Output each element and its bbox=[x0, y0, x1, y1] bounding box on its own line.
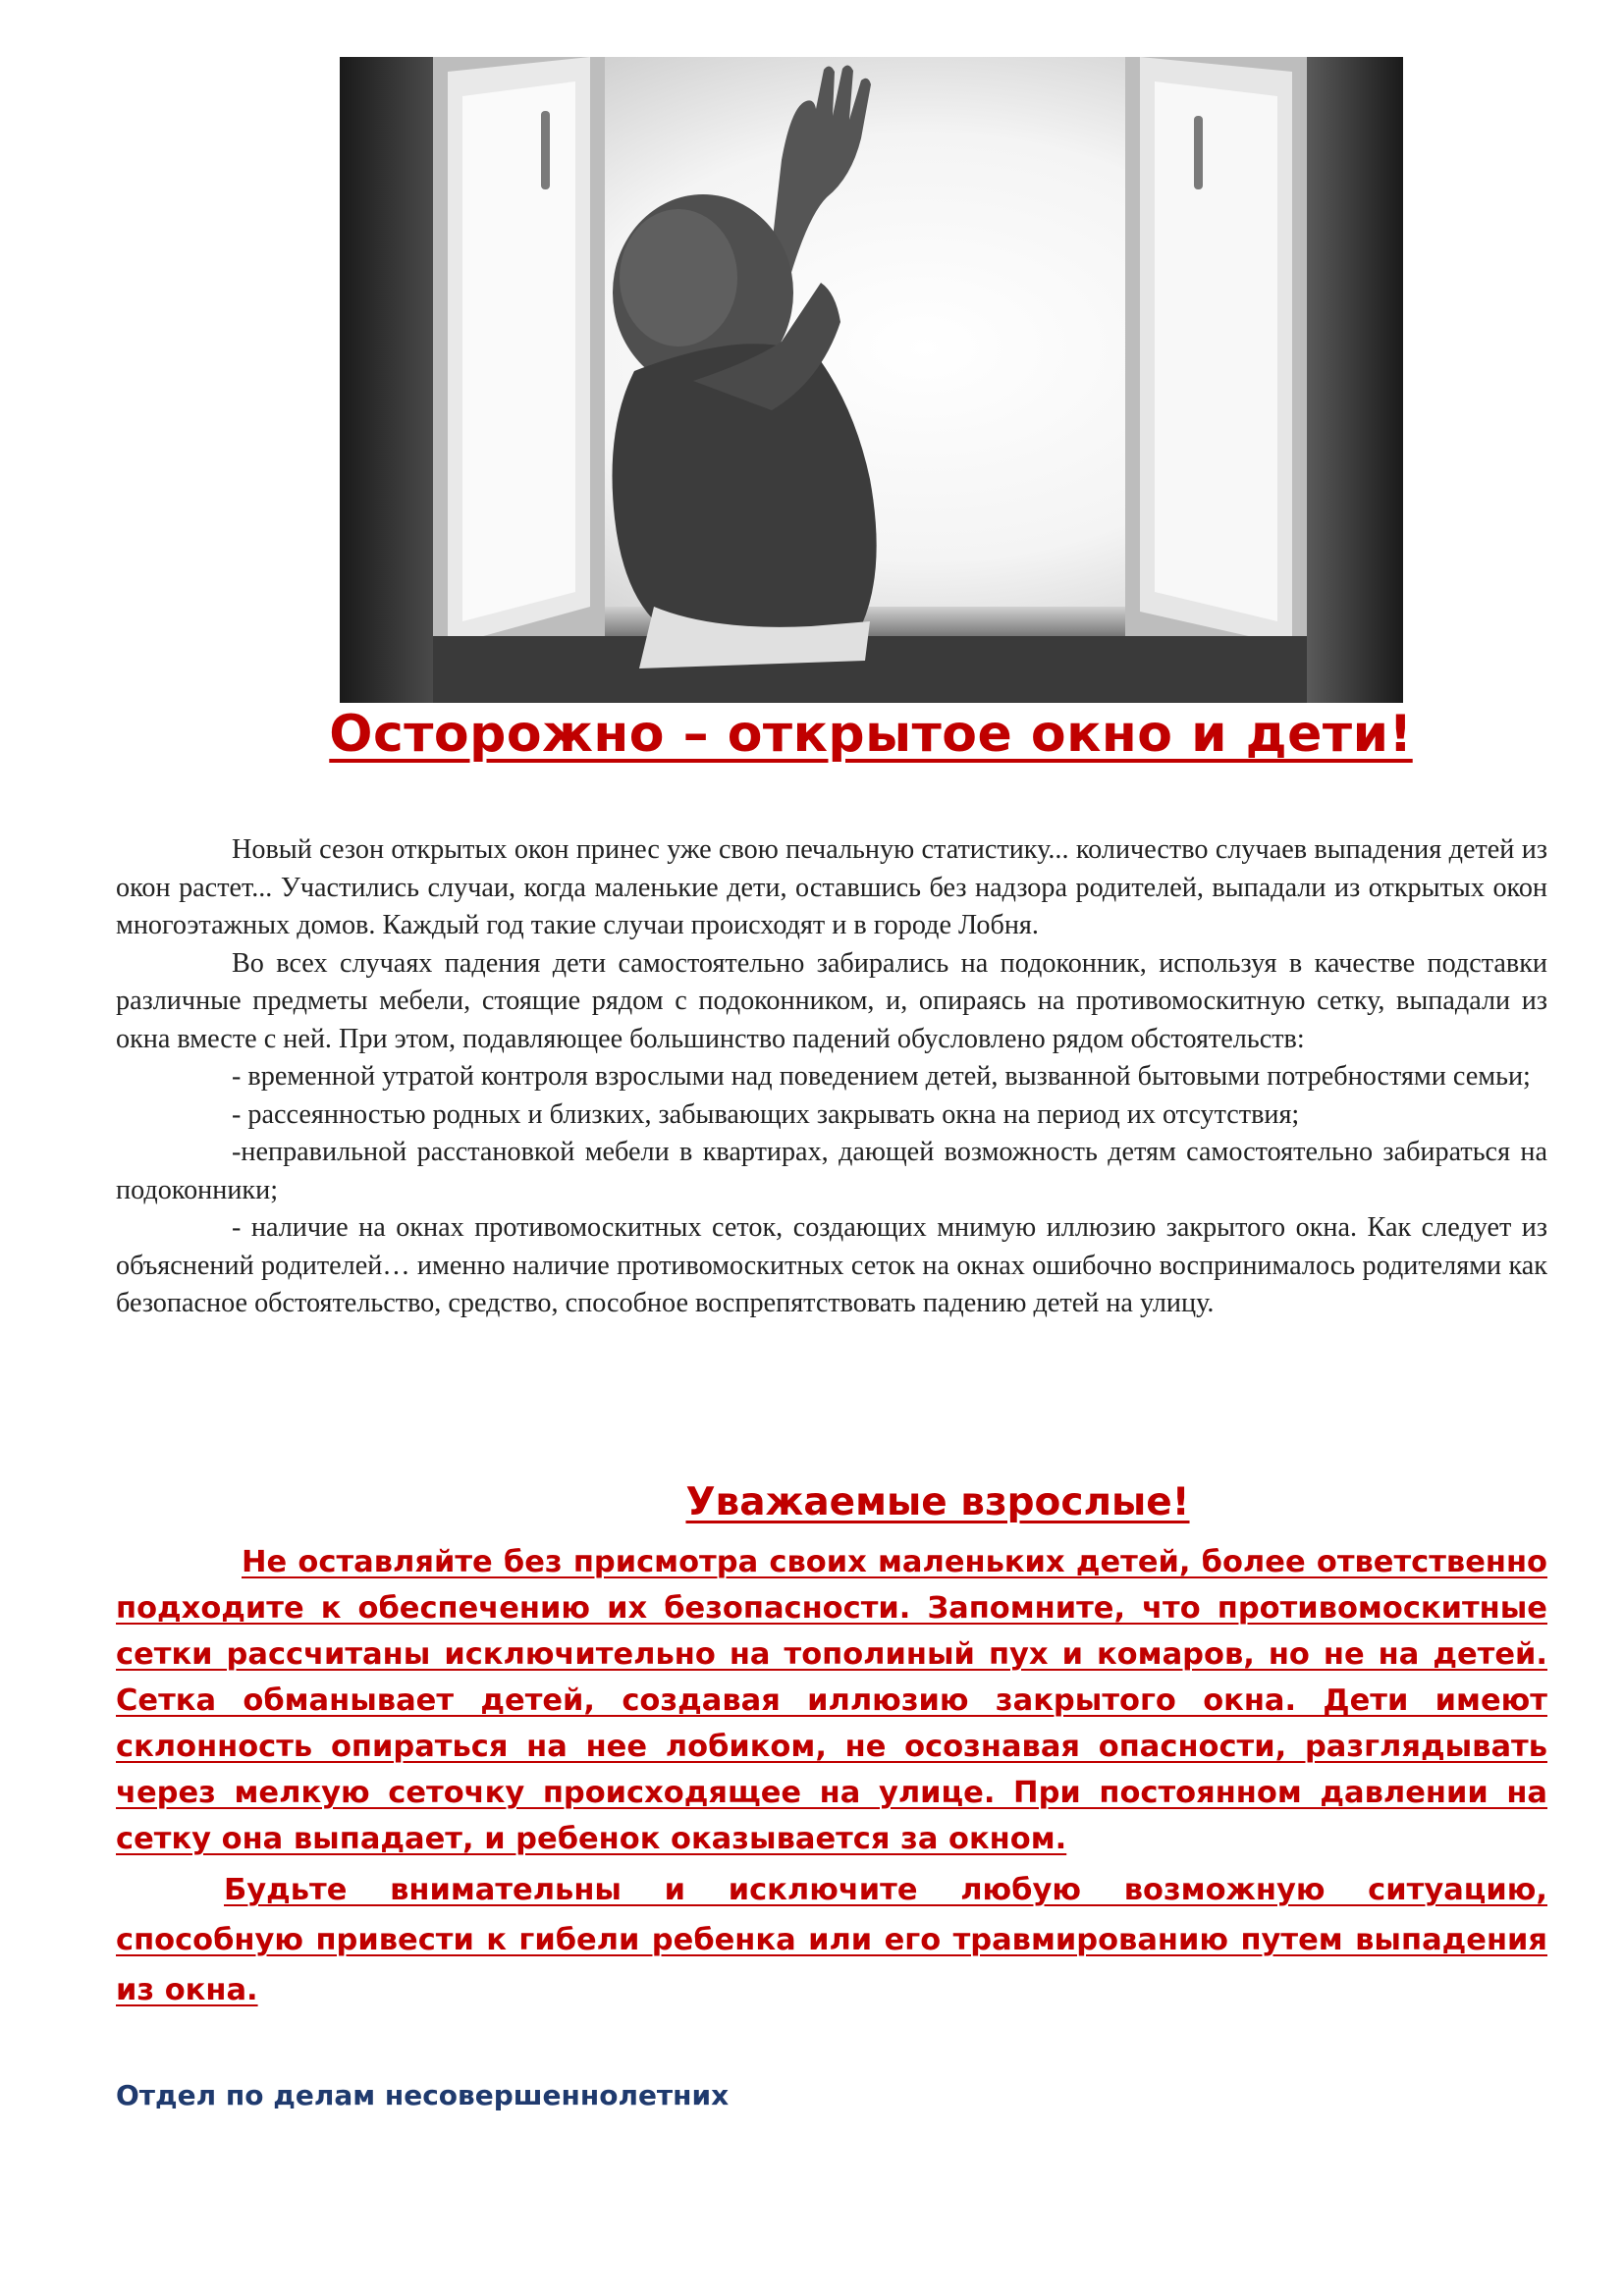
warning-text: Не оставляйте без присмотра своих маленьких детей, более ответственно подходите к обеспечению их безопасности. Запомните, что противомоскитные сетки рассчитаны исключительно на тополиный пух и комаров, но не на детей. Сетка обманывает детей, создавая иллюзию закрытого окна. Дети имеют склонность опираться на нее лобиком, не осознавая опасности, разглядывать через мелкую сеточку происходящее на улице. При постоянном давлении на сетку она выпадает, и ребенок оказывается за окном. bbox=[116, 1545, 1547, 1856]
list-item: - временной утратой контроля взрослыми над поведением детей, вызванной бытовыми потребностями семьи; bbox=[232, 1061, 1531, 1092]
child-at-open-window-photo-icon bbox=[340, 57, 1403, 703]
subtitle: Уважаемые взрослые! bbox=[685, 1480, 1190, 1524]
paragraph: Новый сезон открытых окон принес уже свою печальную статистику... количество случаев выпадения детей из окон растет... Участились случаи, когда маленькие дети, оставшись без надзора родителей, выпадали из открытых окон многоэтажных домов. Каждый год такие случаи происходят и в городе Лобня. bbox=[116, 834, 1547, 940]
list-item: - наличие на окнах противомоскитных сеток, создающих мнимую иллюзию закрытого окна. Как следует из объяснений родителей… именно наличие противомоскитных сеток на окнах ошибочно воспринималось родителями как безопасное обстоятельство, средство, способное воспрепятствовать падению детей на улицу. bbox=[116, 1212, 1547, 1318]
warning-paragraph bbox=[116, 1865, 1547, 2015]
department-signature: Отдел по делам несовершеннолетних bbox=[116, 2079, 730, 2111]
list-item: - рассеянностью родных и близких, забывающих закрывать окна на период их отсутствия; bbox=[232, 1098, 1300, 1130]
body-text bbox=[116, 831, 1547, 1323]
child-window-photo bbox=[340, 57, 1403, 703]
warning-paragraph bbox=[116, 1539, 1547, 1862]
paragraph: Во всех случаях падения дети самостоятельно забирались на подоконник, используя в качестве подставки различные предметы мебели, стоящие рядом с подоконником, и, опираясь на противомоскитную сетку, выпадали из окна вместе с ней. При этом, подавляющее большинство падений обусловлено рядом обстоятельств: bbox=[116, 947, 1547, 1054]
list-item: -неправильной расстановкой мебели в квартирах, дающей возможность детям самостоятельно забираться на подоконники; bbox=[116, 1137, 1547, 1205]
warning-text: Будьте внимательны и исключите любую возможную ситуацию, способную привести к гибели ребенка или его травмированию путем выпадения из окна. bbox=[116, 1873, 1547, 2007]
page-title: Осторожно – открытое окно и дети! bbox=[329, 705, 1413, 764]
warning-block bbox=[116, 1539, 1547, 2015]
